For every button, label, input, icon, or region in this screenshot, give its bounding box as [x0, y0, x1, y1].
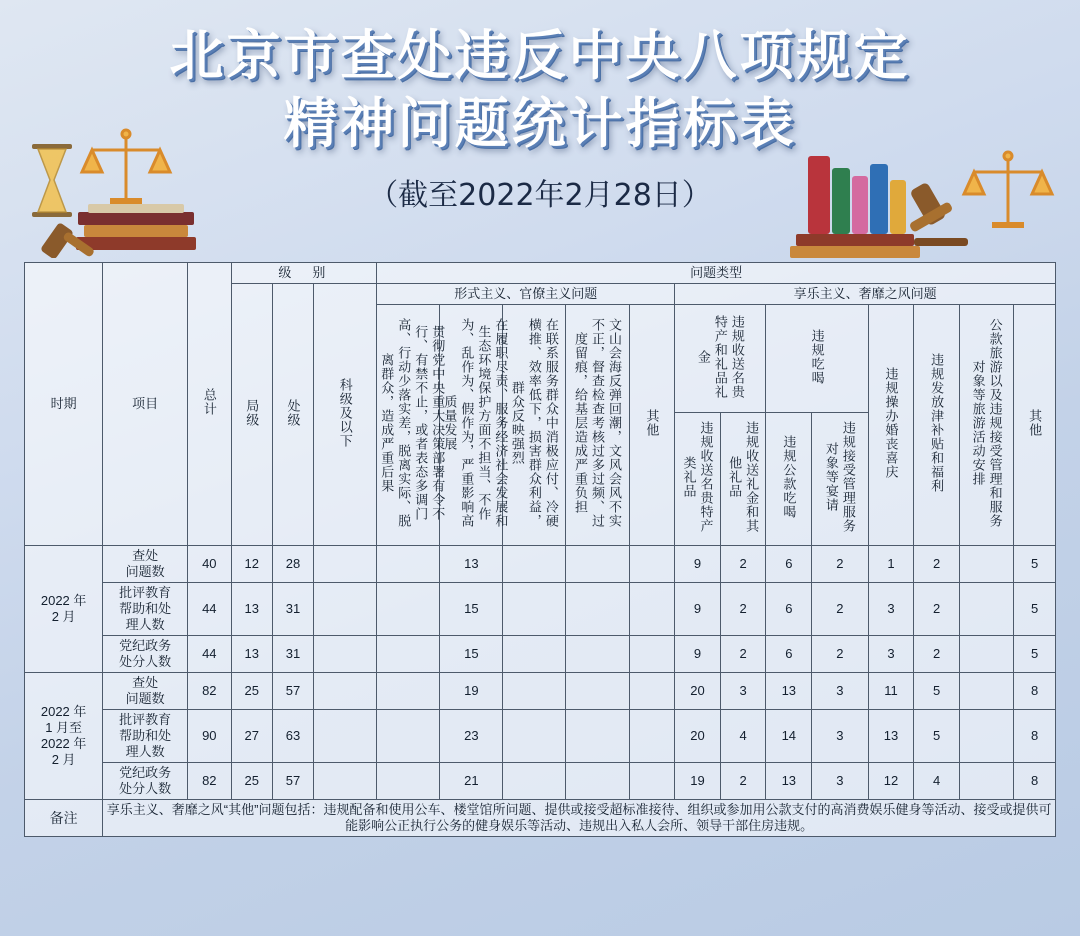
header-row-1	[25, 263, 1056, 284]
cell-bureau-1-0: 25	[231, 673, 272, 710]
th-level-bureau	[231, 284, 272, 546]
th-formalism-4	[566, 305, 629, 546]
th-formalism-2-label: 在履职尽责、服务经济社会发展和生态环境保护方面不担当、不作为、乱作为、假作为，严重影响高质量发展	[442, 318, 509, 528]
cell-department-1-2: 57	[272, 763, 313, 800]
th-wedding-funeral	[868, 305, 914, 546]
cell-project-0-1: 批评教育 帮助和处 理人数	[103, 583, 188, 636]
cell-bureau-0-0: 12	[231, 546, 272, 583]
cell-section-1-1	[314, 710, 377, 763]
cell-total-0-1: 44	[188, 583, 231, 636]
th-level-section	[314, 284, 377, 546]
cell-bureau-0-1: 13	[231, 583, 272, 636]
cell-h8-1-1: 8	[1014, 710, 1056, 763]
cell-f5-0-2	[629, 636, 675, 673]
cell-h4-1-0: 3	[812, 673, 869, 710]
th-formalism-other	[629, 305, 675, 546]
th-eat-group	[766, 305, 868, 413]
th-total	[188, 263, 231, 546]
cell-h3-1-1: 14	[766, 710, 812, 763]
cell-bureau-1-1: 27	[231, 710, 272, 763]
th-wedding-funeral-label: 违规操办婚丧喜庆	[883, 367, 899, 479]
cell-department-0-2: 31	[272, 636, 313, 673]
cell-h1-0-0: 9	[675, 546, 721, 583]
cell-h2-0-1: 2	[720, 583, 766, 636]
cell-h6-0-0: 2	[914, 546, 960, 583]
cell-h1-1-1: 20	[675, 710, 721, 763]
cell-h4-0-2: 2	[812, 636, 869, 673]
cell-project-0-2: 党纪政务 处分人数	[103, 636, 188, 673]
th-eat-2-label: 违规接受管理服务对象等宴请	[823, 421, 856, 534]
table-body	[25, 546, 1056, 837]
cell-section-0-0	[314, 546, 377, 583]
th-problem-type: 问题类型	[377, 263, 1056, 284]
cell-f1-1-0	[377, 673, 440, 710]
th-public-travel	[959, 305, 1013, 546]
th-level-bureau-label: 局级	[244, 398, 260, 427]
cell-h5-0-2: 3	[868, 636, 914, 673]
th-eat-1	[766, 413, 812, 546]
th-formalism-2	[440, 305, 509, 546]
th-formalism-group: 形式主义、官僚主义问题	[377, 284, 675, 305]
cell-h5-1-0: 11	[868, 673, 914, 710]
cell-f5-0-0	[629, 546, 675, 583]
cell-h8-0-0: 5	[1014, 546, 1056, 583]
cell-f3-0-1	[503, 583, 566, 636]
cell-h1-1-0: 20	[675, 673, 721, 710]
cell-h4-1-1: 3	[812, 710, 869, 763]
cell-f3-1-0	[503, 673, 566, 710]
cell-bureau-1-2: 25	[231, 763, 272, 800]
cell-f4-1-1	[566, 710, 629, 763]
cell-f5-1-1	[629, 710, 675, 763]
cell-f4-0-1	[566, 583, 629, 636]
cell-f4-0-2	[566, 636, 629, 673]
cell-h4-1-2: 3	[812, 763, 869, 800]
cell-h1-0-1: 9	[675, 583, 721, 636]
cell-total-1-1: 90	[188, 710, 231, 763]
cell-f1-0-2	[377, 636, 440, 673]
cell-h5-0-0: 1	[868, 546, 914, 583]
cell-f1-0-1	[377, 583, 440, 636]
note-text: 享乐主义、奢靡之风“其他”问题包括：违规配备和使用公车、楼堂馆所问题、提供或接受超标准接待、组织或参加用公款支付的高消费娱乐健身等活动、接受或提供可能影响公正执行公务的健身娱乐等活动、违规出入私人会所、领导干部住房违规。	[103, 800, 1056, 837]
cell-h6-1-0: 5	[914, 673, 960, 710]
th-hedonism-other	[1014, 305, 1056, 546]
cell-h3-1-0: 13	[766, 673, 812, 710]
cell-h8-1-2: 8	[1014, 763, 1056, 800]
th-formalism-1	[377, 305, 446, 546]
th-level-department-label: 处级	[285, 398, 301, 427]
cell-f2-1-1: 23	[440, 710, 503, 763]
cell-f2-0-2: 15	[440, 636, 503, 673]
table-row	[25, 763, 1056, 800]
cell-f5-1-2	[629, 763, 675, 800]
th-level-section-label: 科级及以下	[337, 377, 353, 448]
cell-h2-1-2: 2	[720, 763, 766, 800]
cell-project-0-0: 查处 问题数	[103, 546, 188, 583]
th-gift-group	[675, 305, 766, 413]
cell-h6-1-1: 5	[914, 710, 960, 763]
th-gift-2	[720, 413, 766, 546]
cell-h8-1-0: 8	[1014, 673, 1056, 710]
cell-h7-0-1	[959, 583, 1013, 636]
cell-f5-0-1	[629, 583, 675, 636]
cell-section-0-2	[314, 636, 377, 673]
cell-section-1-2	[314, 763, 377, 800]
cell-h8-0-1: 5	[1014, 583, 1056, 636]
cell-h5-1-1: 13	[868, 710, 914, 763]
cell-h7-0-2	[959, 636, 1013, 673]
cell-h1-1-2: 19	[675, 763, 721, 800]
cell-h7-1-2	[959, 763, 1013, 800]
cell-h3-0-1: 6	[766, 583, 812, 636]
th-formalism-3-label: 在联系服务群众中消极应付、冷硬横推、效率低下，损害群众利益，群众反映强烈	[509, 318, 559, 528]
cell-section-1-0	[314, 673, 377, 710]
cell-h4-0-1: 2	[812, 583, 869, 636]
page-title-line-2: 精神问题统计指标表	[283, 92, 797, 155]
th-level-department	[272, 284, 313, 546]
cell-bureau-0-2: 13	[231, 636, 272, 673]
th-eat-2	[812, 413, 869, 546]
th-gift-group-label: 违规收送名贵特产和礼品礼金	[695, 314, 745, 399]
cell-f1-1-2	[377, 763, 440, 800]
table-row	[25, 710, 1056, 763]
table-row	[25, 673, 1056, 710]
cell-h1-0-2: 9	[675, 636, 721, 673]
cell-total-0-0: 40	[188, 546, 231, 583]
cell-h8-0-2: 5	[1014, 636, 1056, 673]
cell-department-0-1: 31	[272, 583, 313, 636]
th-eat-1-label: 违规公款吃喝	[781, 435, 797, 520]
cell-f1-1-1	[377, 710, 440, 763]
th-period: 时期	[25, 263, 103, 546]
cell-f2-1-2: 21	[440, 763, 503, 800]
note-label: 备注	[25, 800, 103, 837]
cell-h5-1-2: 12	[868, 763, 914, 800]
cell-project-1-2: 党纪政务 处分人数	[103, 763, 188, 800]
cell-h4-0-0: 2	[812, 546, 869, 583]
cell-f3-1-2	[503, 763, 566, 800]
cell-f3-0-0	[503, 546, 566, 583]
cell-f2-1-0: 19	[440, 673, 503, 710]
page-title-line-1: 北京市查处违反中央八项规定	[169, 24, 911, 87]
cell-f3-0-2	[503, 636, 566, 673]
th-project: 项目	[103, 263, 188, 546]
cell-total-0-2: 44	[188, 636, 231, 673]
cell-project-1-0: 查处 问题数	[103, 673, 188, 710]
table-row	[25, 583, 1056, 636]
cell-period-1: 2022 年 1 月至 2022 年 2 月	[25, 673, 103, 800]
cell-h5-0-1: 3	[868, 583, 914, 636]
cell-total-1-0: 82	[188, 673, 231, 710]
th-allowance	[914, 305, 960, 546]
cell-project-1-1: 批评教育 帮助和处 理人数	[103, 710, 188, 763]
th-formalism-1-label: 贯彻党中央重大决策部署有令不行、有禁不止，或者表态多调门高、行动少落实差，脱离实际、脱离群众，造成严重后果	[379, 318, 446, 528]
cell-section-0-1	[314, 583, 377, 636]
cell-h6-1-2: 4	[914, 763, 960, 800]
cell-h7-0-0	[959, 546, 1013, 583]
cell-f2-0-0: 13	[440, 546, 503, 583]
cell-department-0-0: 28	[272, 546, 313, 583]
th-gift-1	[675, 413, 721, 546]
cell-h7-1-1	[959, 710, 1013, 763]
table-row	[25, 546, 1056, 583]
cell-h6-0-2: 2	[914, 636, 960, 673]
th-level-group: 级 别	[231, 263, 377, 284]
cell-h2-1-1: 4	[720, 710, 766, 763]
cell-h3-0-2: 6	[766, 636, 812, 673]
cell-department-1-0: 57	[272, 673, 313, 710]
cell-f4-0-0	[566, 546, 629, 583]
th-eat-group-label: 违规吃喝	[809, 328, 825, 385]
cell-h3-1-2: 13	[766, 763, 812, 800]
cell-department-1-1: 63	[272, 710, 313, 763]
statistics-table	[24, 262, 1056, 837]
cell-period-0: 2022 年 2 月	[25, 546, 103, 673]
cell-f5-1-0	[629, 673, 675, 710]
th-hedonism-group: 享乐主义、奢靡之风问题	[675, 284, 1056, 305]
th-allowance-label: 违规发放津补贴和福利	[929, 353, 945, 493]
cell-h2-0-2: 2	[720, 636, 766, 673]
cell-f3-1-1	[503, 710, 566, 763]
th-formalism-other-label: 其他	[644, 409, 660, 437]
cell-f4-1-2	[566, 763, 629, 800]
th-hedonism-other-label: 其他	[1027, 409, 1043, 437]
statistics-table-container	[0, 262, 1080, 837]
th-gift-1-label: 违规收送名贵特产类礼品	[681, 421, 714, 534]
th-gift-2-label: 违规收送礼金和其他礼品	[727, 421, 760, 534]
table-row	[25, 636, 1056, 673]
cell-h2-1-0: 3	[720, 673, 766, 710]
page-subtitle: （截至2022年2月28日）	[368, 178, 712, 213]
th-public-travel-label: 公款旅游以及违规接受管理和服务对象等旅游活动安排	[970, 318, 1003, 528]
cell-f1-0-0	[377, 546, 440, 583]
cell-total-1-2: 82	[188, 763, 231, 800]
cell-h7-1-0	[959, 673, 1013, 710]
cell-h3-0-0: 6	[766, 546, 812, 583]
th-formalism-4-label: 文山会海反弹回潮，文风会风不实不正，督查检查考核过多过频、过度留痕，给基层造成严重负担	[572, 318, 622, 528]
cell-h2-0-0: 2	[720, 546, 766, 583]
th-formalism-3	[503, 305, 566, 546]
th-total-label: 总计	[201, 388, 217, 416]
page-header	[0, 0, 1080, 262]
cell-f4-1-0	[566, 673, 629, 710]
cell-f2-0-1: 15	[440, 583, 503, 636]
note-row	[25, 800, 1056, 837]
cell-h6-0-1: 2	[914, 583, 960, 636]
